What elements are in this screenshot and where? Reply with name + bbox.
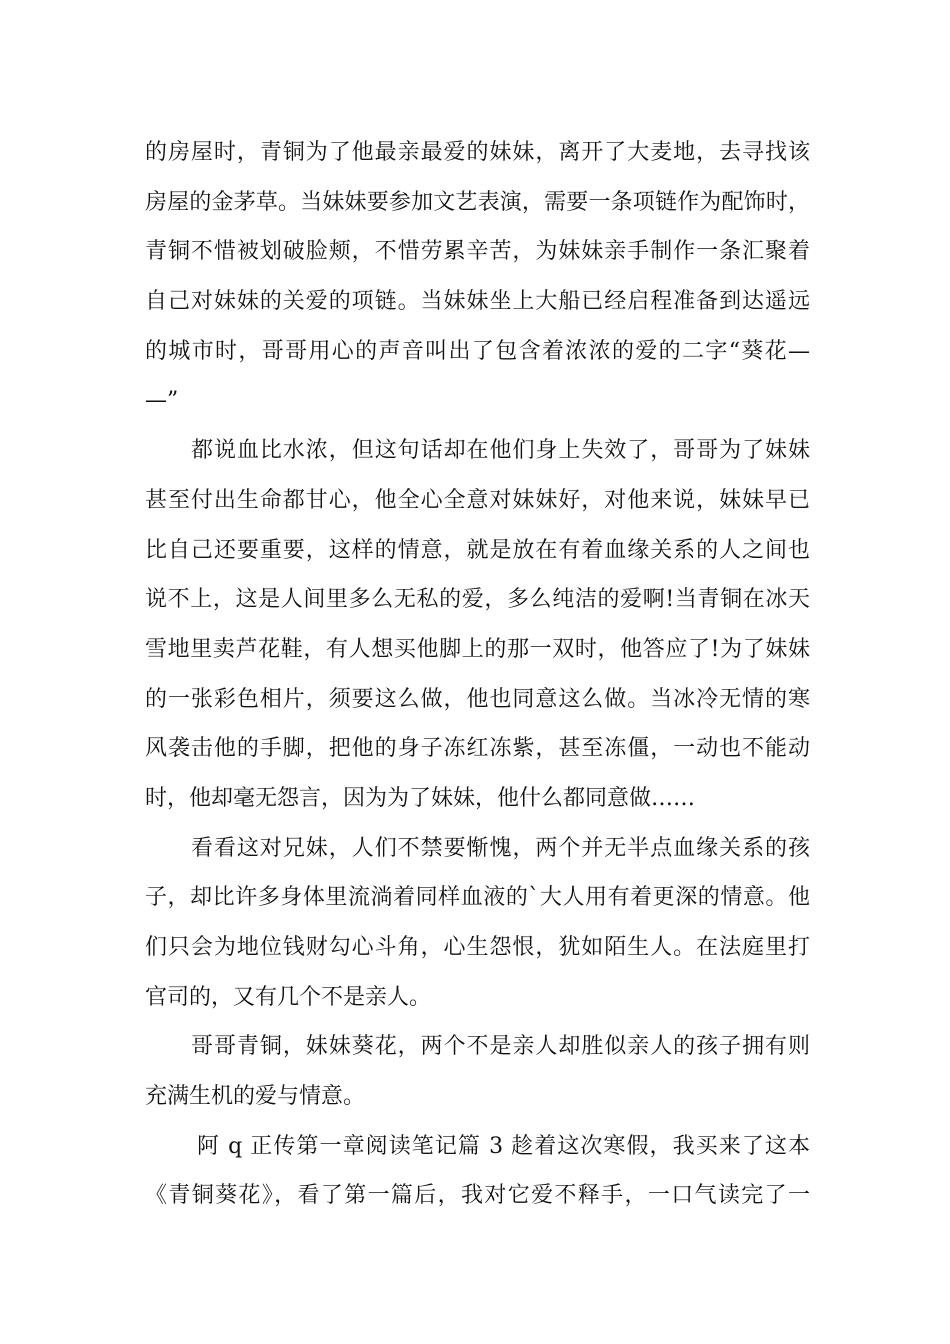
text-line: 青铜不惜被划破脸颊，不惜劳累辛苦，为妹妹亲手制作一条汇聚着	[145, 239, 810, 265]
text-line: 风袭击他的手脚，把他的身子冻红冻紫，甚至冻僵，一动也不能动	[145, 736, 810, 762]
text-line: 比自己还要重要，这样的情意，就是放在有着血缘关系的人之间也	[145, 537, 810, 563]
text-line: 官司的，又有几个不是亲人。	[145, 984, 432, 1010]
text-line: 说不上，这是人间里多么无私的爱，多么纯洁的爱啊!当青铜在冰天	[145, 587, 810, 613]
text-line: 们只会为地位钱财勾心斗角，心生怨恨，犹如陌生人。在法庭里打	[145, 935, 810, 960]
paragraph-first-line: 看看这对兄妹，人们不禁要惭愧，两个并无半点血缘关系的孩	[191, 835, 810, 861]
text-line: 子，却比许多身体里流淌着同样血液的`大人用有着更深的情意。他	[145, 885, 810, 911]
text-line: 《青铜葵花》，看了第一篇后，我对它爱不释手，一口气读完了一	[145, 1183, 810, 1209]
text-line: 充满生机的爱与情意。	[145, 1084, 366, 1110]
paragraph-first-line: 阿 q 正传第一章阅读笔记篇 3 趁着这次寒假，我买来了这本	[197, 1133, 810, 1159]
text-line: —”	[145, 388, 179, 414]
paragraph-first-line: 哥哥青铜，妹妹葵花，两个不是亲人却胜似亲人的孩子拥有则	[191, 1034, 810, 1060]
text-line: 甚至付出生命都甘心，他全心全意对妹妹好，对他来说，妹妹早已	[145, 487, 810, 513]
body-text	[145, 128, 810, 1221]
text-line: 的一张彩色相片，须要这么做，他也同意这么做。当冰冷无情的寒	[145, 686, 810, 712]
text-line: 自己对妹妹的关爱的项链。当妹妹坐上大船已经启程准备到达遥远	[145, 289, 810, 315]
text-line: 的房屋时，青铜为了他最亲最爱的妹妹，离开了大麦地，去寻找该	[145, 140, 810, 165]
paragraph-first-line: 都说血比水浓，但这句话却在他们身上失效了，哥哥为了妹妹	[191, 438, 810, 464]
text-line: 房屋的金茅草。当妹妹要参加文艺表演，需要一条项链作为配饰时，	[145, 189, 810, 215]
text-line: 时，他却毫无怨言，因为为了妹妹，他什么都同意做……	[145, 785, 696, 811]
text-line: 的城市时，哥哥用心的声音叫出了包含着浓浓的爱的二字“葵花—	[145, 338, 810, 364]
text-line: 雪地里卖芦花鞋，有人想买他脚上的那一双时，他答应了!为了妹妹	[145, 636, 810, 662]
